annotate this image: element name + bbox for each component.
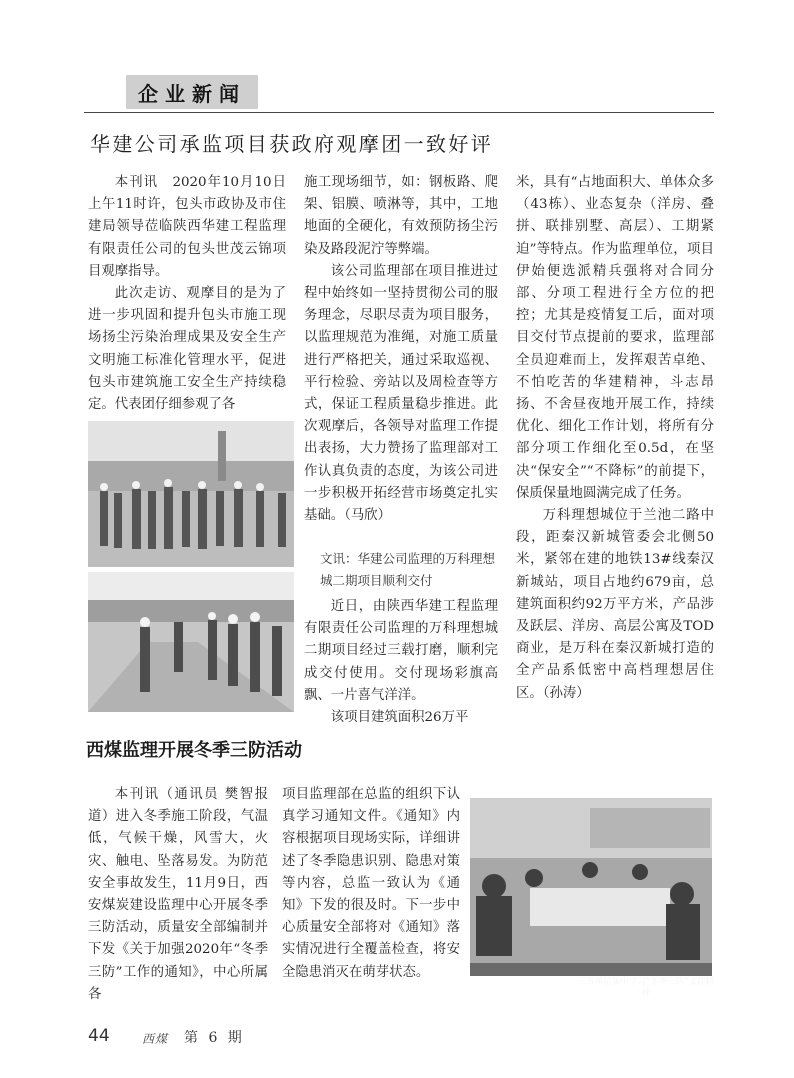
article1-col2-paragraph: 施工现场细节，如：钢板路、爬架、铝膜、喷淋等，其中，工地地面的全硬化，有效预防扬尘污染及路段泥泞等弊端。: [304, 175, 498, 257]
section-divider: [84, 112, 714, 113]
inspection-photo-1-image: [88, 421, 294, 567]
article1-col3-paragraph: 万科理想城位于兰池二路中段，距秦汉新城管委会北侧50米，紧邻在建的地铁13#线秦汉新城站，项目占地约679亩，总建筑面积约92万平方米，产品涉及跃层、洋房、高层公寓及TOD商业，是万科在秦汉新城打造的全产品系低密中高档理想居住区。（孙涛）: [516, 508, 714, 701]
article2-column-2: [282, 784, 460, 984]
meeting-photo-image: [470, 798, 712, 976]
article1-column-2b: [304, 596, 498, 729]
article1-col2b-paragraph: 近日，由陕西华建工程监理有限责任公司监理的万科理想城二期项目经过三载打磨，顺利完成交付使用。交付现场彩旗高飘、一片喜气洋洋。: [304, 599, 498, 703]
inspection-photo-1: [88, 421, 294, 567]
section-tag: 企业新闻: [126, 75, 258, 109]
article2-column-1: [88, 784, 268, 1006]
article2-col2-paragraph: 项目监理部在总监的组织下认真学习通知文件。《通知》内容根据项目现场实际，详细讲述了冬季隐患识别、隐患对策等内容，总监一致认为《通知》下发的很及时。下一步中心质量安全部将对《通知》落实情况进行全覆盖检查，将安全隐患消灭在萌芽状态。: [282, 787, 460, 980]
article2-title: 西煤监理开展冬季三防活动: [86, 740, 302, 761]
article1-col2-paragraph: 该公司监理部在项目推进过程中始终如一坚持贯彻公司的服务理念，尽职尽责为项目服务，以监理规范为准绳，对施工质量进行严格把关，通过采取巡视、平行检验、旁站以及周检查等方式，保证工程质量稳步推进。此次观摩后，各领导对监理工作提出表扬，大力赞扬了监理部对工作认真负责的态度，为该公司进一步积极开拓经营市场奠定扎实基础。（马欣）: [304, 263, 498, 524]
issue-number: 第 6 期: [184, 1030, 245, 1046]
article2-col1-paragraph: 本刊讯（通讯员 樊智报道）进入冬季施工阶段，气温低，气候干燥，风雪大，火灾、触电、坠落易发。为防范安全事故发生，11月9日，西安煤炭建设监理中心开展冬季三防活动，质量安全部编制并下发《关于加强2020年“冬季三防”工作的通知》，中心所属各: [88, 787, 268, 1002]
article1-column-2: [304, 172, 498, 527]
inspection-photo-2-image: [88, 572, 294, 712]
meeting-photo: [470, 798, 712, 976]
meeting-photo-caption: 三方单位集中学习“冬季三防”文件精神: [577, 977, 715, 998]
magazine-logo: 西煤: [142, 1032, 169, 1046]
article1-column-1: [88, 172, 286, 416]
article1-title: 华建公司承监项目获政府观摩团一致好评: [90, 132, 494, 156]
article1-subheading: 文讯：华建公司监理的万科理想城二期项目顺利交付: [320, 551, 496, 588]
inspection-photo-2: [88, 572, 294, 712]
article1-col1-paragraph: 本刊讯 2020年10月10日上午11时许，包头市政协及市住建局领导莅临陕西华建工程监理有限责任公司的包头世茂云锦项目观摩指导。: [88, 175, 286, 279]
article1-col2b-paragraph: 该项目建筑面积26万平: [330, 710, 469, 726]
article1-column-3: [516, 172, 714, 705]
article1-col1-paragraph: 此次走访、观摩目的是为了进一步巩固和提升包头市施工现场扬尘污染治理成果及安全生产文明施工标准化管理水平，促进包头市建筑施工安全生产持续稳定。代表团仔细参观了各: [88, 286, 286, 413]
article1-col3-paragraph: 米，具有“占地面积大、单体众多（43栋）、业态复杂（洋房、叠拼、联排别墅、高层）、工期紧迫”等特点。作为监理单位，项目伊始便选派精兵强将对合同分部、分项工程进行全方位的把控；尤其是疫情复工后，面对项目交付节点提前的要求，监理部全员迎难而上，发挥艰苦卓绝、不怕吃苦的华建精神，斗志昂扬、不舍昼夜地开展工作，持续优化、细化工作计划，将所有分部分项工作细化至0.5d，在坚决“保安全”“不降标”的前提下，保质保量地圆满完成了任务。: [516, 175, 714, 501]
page-number: 44: [88, 1026, 110, 1046]
